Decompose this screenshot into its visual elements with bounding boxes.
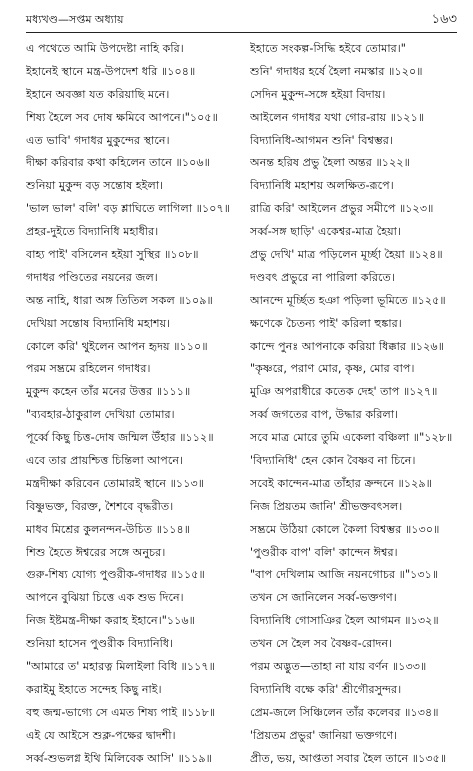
verse-line: মন্ত্রদীক্ষা করিবেন তোমারই স্থানে ॥১১৩॥ <box>26 476 205 490</box>
verse-line: ইহানেই স্থানে মন্ত্র-উপদেশ ধরি ॥১০৪॥ <box>26 64 196 78</box>
verse-line: "বাপ দেখিলাম আজি নয়নগোচর ॥"১৩১॥ <box>250 568 439 582</box>
verse-line: প্রভু দেখি' মাত্র পড়িলেন মূর্চ্ছা হৈয়া ॥১২৪॥ <box>250 248 443 262</box>
verse-line: প্রীত, ভয়, আপ্ততা সবার হৈল তানে ॥১৩৫॥ <box>250 751 447 765</box>
verse-line: শিশু হৈতে ঈশ্বরের সঙ্গে অনুচর। <box>26 545 166 559</box>
verse-line: মুঞি অপরাধীরে কতেক দেহ' তাপ ॥১২৭॥ <box>250 385 438 399</box>
verse-line: এত ভাবি' গদাধর মুকুন্দের স্থানে। <box>26 133 170 147</box>
verse-line: সেদিন মুকুন্দ-সঙ্গে হইয়া বিদায়। <box>250 87 386 101</box>
verse-line: দণ্ডবৎ প্রভুরে না পারিলা করিতে। <box>250 270 395 284</box>
page-header <box>26 9 457 31</box>
left-column <box>26 38 244 771</box>
verse-line: প্রেম-জলে সিঞ্চিলেন তাঁর কলেবর ॥১৩৪॥ <box>250 705 439 719</box>
verse-line: রাত্রি করি' আইলেন প্রভুর সমীপে ॥১২৩॥ <box>250 202 434 216</box>
header-rule <box>26 32 457 33</box>
verse-line: দেখিয়া সন্তোষ বিদ্যানিধি মহাশয়। <box>26 316 171 330</box>
verse-line: অনন্ত হরিষ প্রভু হৈলা অন্তর ॥১২২॥ <box>250 156 410 170</box>
verse-line: ইহানে অবজ্ঞা যত করিয়াছি মনে। <box>26 87 170 101</box>
verse-line: আপনে বুঝিয়া চিত্তে এক শুভ দিনে। <box>26 591 184 605</box>
verse-line: এ পথেতে আমি উপদেষ্টা নাহি করি। <box>26 42 184 55</box>
verse-line: ইহাতে সংকল্প-সিদ্ধি হইবে তোমার।" <box>250 42 406 55</box>
verse-line: বহু জন্ম-ভাগ্যে সে এমত শিষ্য পাই ॥১১৮॥ <box>26 705 216 719</box>
verse-line: আনন্দে মূর্চ্ছিত হঞা পড়িলা ভূমিতে ॥১২৫॥ <box>250 293 446 307</box>
verse-line: প্রহর-দুইতে বিদ্যানিধি মহাধীর। <box>26 225 159 239</box>
verse-line: তখন সে হৈল সব বৈষ্ণব-রোদন। <box>250 637 393 651</box>
verse-line: 'পুণ্ডরীক বাপ' বলি' কান্দেন ঈশ্বর। <box>250 545 398 559</box>
verse-line: শুনিয়া হাসেন পুণ্ডরীক বিদ্যানিধি। <box>26 637 174 651</box>
verse-line: বাহ্য পাই' বসিলেন হইয়া সুস্থির ॥১০৮॥ <box>26 248 199 262</box>
verse-line: বিষ্ণুভক্ত, বিরক্ত, শৈশবে বৃদ্ধরীত। <box>26 499 174 513</box>
verse-line: 'প্রিয়তম প্রভুর' জানিয়া ভক্তগণে। <box>250 728 398 742</box>
verse-line: গুরু-শিষ্য যোগ্য পুণ্ডরীক-গদাধর ॥১১৫॥ <box>26 568 205 582</box>
verse-line: বিদ্যানিধি বক্ষে করি' শ্রীগৌরসুন্দর। <box>250 682 402 696</box>
verse-line: সম্ভ্রমে উঠিয়া কোলে কৈলা বিশ্বম্ভর ॥১৩০॥ <box>250 522 440 536</box>
verse-line: নিজ ইষ্টমন্ত্র-দীক্ষা করাহ ইহানে।"১১৬॥ <box>26 614 195 628</box>
verse-line: কোলে করি' থুইলেন আপন হৃদয় ॥১১০॥ <box>26 339 208 353</box>
verse-line: সবেই কান্দেন-মাত্র তাঁহার ক্রন্দনে ॥১২৯॥ <box>250 476 432 490</box>
verse-line: 'বিদ্যানিধি' হেন কোন বৈষ্ণব না চিনে। <box>250 454 416 468</box>
verse-line: অন্ত নাহি, ধারা অঙ্গ তিতিল সকল ॥১০৯॥ <box>26 293 213 307</box>
verse-line: পূর্ব্বে কিছু চিত্ত-দোষ জন্মিল উঁহার ॥১১২॥ <box>26 431 214 445</box>
verse-line: বিদ্যানিধি গোসাঞির হৈল আগমন ॥১৩২॥ <box>250 614 439 628</box>
verse-line: শিষ্য হৈলে সব দোষ ক্ষমিবে আপনে।"১০৫॥ <box>26 110 218 124</box>
verse-line: বিদ্যানিধি-আগমন শুনি' বিশ্বম্ভর। <box>250 133 393 147</box>
verse-line: মাধব মিশ্রের কুলনন্দন-উচিত ॥১১৪॥ <box>26 522 191 536</box>
verse-line: পরম সম্ভ্রমে রহিলেন গদাধর। <box>26 362 151 376</box>
verse-line: আইলেন গদাধর যথা গোর-রায় ॥১২১॥ <box>250 110 425 124</box>
verse-line: কান্দে পুনঃ আপনাকে করিয়া ধিক্কার ॥১২৬॥ <box>250 339 445 353</box>
verse-line: বিদ্যানিধি মহাশয় অলক্ষিত-রূপে। <box>250 179 394 193</box>
verse-line: শুনি' গদাধর হর্ষে হৈলা নমস্কার ॥১২০॥ <box>250 64 423 78</box>
verse-line: সর্ব্ব-সঙ্গ ছাড়ি' একেশ্বর-মাত্র হৈয়া। <box>250 225 401 239</box>
verse-line: সর্ব্ব জগতের বাপ, উদ্ধার করিলা। <box>250 408 399 422</box>
verse-line: গদাধর পণ্ডিতের নয়নের জল। <box>26 270 158 284</box>
verse-line: নিজ প্রিয়তম জানি' শ্রীভক্তবৎসল। <box>250 499 403 513</box>
verse-line: সর্ব্ব-শুভলগ্ন ইথি মিলিবেক আসি' ॥১১৯॥ <box>26 751 213 765</box>
verse-line: এবে তার প্রায়শ্চিত্ত চিন্তিলা আপনে। <box>26 454 184 468</box>
verse-line: ক্ষণেকে চৈতন্য পাই' করিলা হুঙ্কার। <box>250 316 402 330</box>
verse-line: দীক্ষা করিবার কথা কহিলেন তানে ॥১০৬॥ <box>26 156 210 170</box>
verse-line: মুকুন্দ কহেন তাঁর মনের উত্তর ॥১১১॥ <box>26 385 191 399</box>
verse-line: সবে মাত্র মোরে তুমি একেলা বঞ্চিলা ॥"১২৮॥ <box>250 431 453 445</box>
verse-line: "ব্যবহার-ঠাকুরাল দেখিয়া তোমার। <box>26 408 175 422</box>
verse-line: "কৃষ্ণরে, পরাণ মোর, কৃষ্ণ, মোর বাপ। <box>250 362 415 376</box>
verse-line: তখন সে জানিলেন সর্ব্ব-ভক্তগণ। <box>250 591 397 605</box>
verse-line: শুনিয়া মুকুন্দ বড় সন্তোষ হইলা। <box>26 179 164 193</box>
verse-line: "আমারে ত' মহারত্ন মিলাইলা বিধি ॥১১৭॥ <box>26 660 215 674</box>
running-title: মধ্যখণ্ড—সপ্তম অধ্যায় <box>26 13 124 26</box>
verse-line: এই যে আইসে শুক্ল-পক্ষের দ্বাদশী। <box>26 728 176 742</box>
page-number: ১৬৩ <box>431 12 457 27</box>
right-column <box>250 38 468 771</box>
verse-line: 'ভাল ভাল' বলি' বড় শ্লাঘিতে লাগিলা ॥১০৭॥ <box>26 202 231 216</box>
verse-line: পরম অদ্ভুত—তাহা না যায় বর্ণন ॥১৩৩॥ <box>250 660 427 674</box>
verse-line: করাইমু ইহাতে সন্দেহ কিছু নাই। <box>26 682 162 696</box>
